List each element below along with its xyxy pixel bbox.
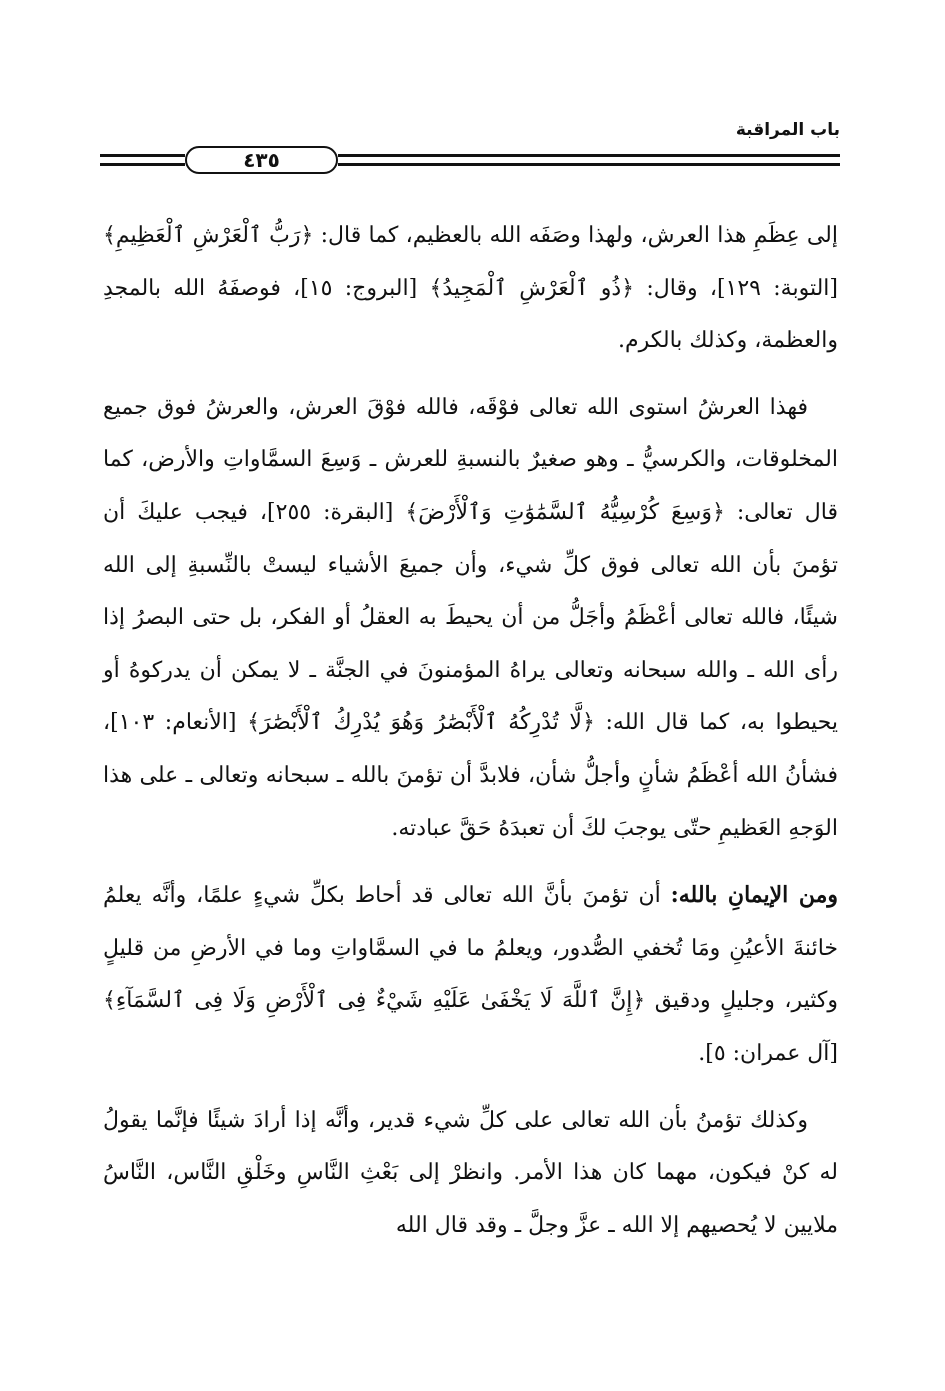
page-number: ٤٣٥ xyxy=(185,146,338,174)
paragraph-text: فهذا العرشُ استوى الله تعالى فوْقَه، فالله فوْقَ العرش، والعرشُ فوق جميع المخلوقات، والكرسيُّ ـ وهو صغيرٌ بالنسبةِ للعرش ـ وَسِعَ السمَّاواتِ والأرض، كما قال تعالى: ﴿وَسِعَ كُرْسِيُّهُ ٱلسَّمَٰوَٰتِ وَٱلْأَرْضَ﴾ [البقرة: ٢٥٥]، فيجب عليكَ أن تؤمنَ بأن الله تعالى فوق كلِّ شيء، وأن جميعَ الأشياء ليستْ بالنِّسبةِ إلى الله شيئًا، فالله تعالى أعْظَمُ وأجَلُّ من أن يحيطَ به العقلُ أو الفكر، بل حتى البصرُ إذا رأى الله ـ والله سبحانه وتعالى يراهُ المؤمنونَ في الجنَّة ـ لا يمكن أن يدركوهُ أو يحيطوا به، كما قال الله: ﴿لَّا تُدْرِكُهُ ٱلْأَبْصَٰرُ وَهُوَ يُدْرِكُ ٱلْأَبْصَٰرَ﴾ [الأنعام: ١٠٣]، فشأنُ الله أعْظَمُ شأنٍ وأجلُّ شأن، فلابدَّ أن تؤمنَ بالله ـ سبحانه وتعالى ـ على هذا الوَجهِ العَظيمِ حتّى يوجبَ لكَ أن تعبدَهُ حَقَّ عبادته. xyxy=(103,394,839,841)
chapter-title: باب المراقبة xyxy=(735,120,840,140)
paragraph-1 xyxy=(103,210,838,368)
header-rule xyxy=(100,146,840,176)
paragraph-2 xyxy=(103,382,838,855)
page-body xyxy=(103,210,838,1252)
paragraph-text: وكذلك تؤمنُ بأن الله تعالى على كلِّ شيء قدير، وأنَّه إذا أرادَ شيئًا فإنَّما يقولُ له كنْ فيكون، مهما كان هذا الأمر. وانظرْ إلى بَعْثِ النَّاسِ وخَلْقِ النَّاس، النَّاسُ ملايين لا يُحصيهم إلا الله ـ عزَّ وجلَّ ـ وقد قال الله xyxy=(103,1107,838,1238)
paragraph-lead: ومن الإيمانِ بالله: xyxy=(670,882,839,909)
paragraph-text: إلى عِظَمِ هذا العرش، ولهذا وصَفَه الله بالعظيم، كما قال: ﴿رَبُّ ٱلْعَرْشِ ٱلْعَظِيمِ﴾ [التوبة: ١٢٩]، وقال: ﴿ذُو ٱلْعَرْشِ ٱلْمَجِيدُ﴾ [البروج: ١٥]، فوصفَهُ الله بالمجدِ والعظمة، وكذلك بالكرم. xyxy=(103,223,838,354)
header-rule-right xyxy=(338,154,840,166)
paragraph-4 xyxy=(103,1095,838,1253)
paragraph-text: أن تؤمنَ بأنَّ الله تعالى قد أحاط بكلِّ شيءٍ علمًا، وأنَّه يعلمُ خائنةَ الأعيُنِ ومَا تُخفي الصُّدور، ويعلمُ ما في السمَّاواتِ وما في الأرضِ من قليلٍ وكثير، وجليلٍ ودقيق ﴿إِنَّ ٱللَّهَ لَا يَخْفَىٰ عَلَيْهِ شَيْءٌ فِى ٱلْأَرْضِ وَلَا فِى ٱلسَّمَآءِ﴾ [آل عمران: ٥]. xyxy=(103,883,839,1066)
header-rule-left xyxy=(100,154,185,166)
paragraph-3 xyxy=(103,869,838,1080)
page-header xyxy=(100,118,840,178)
